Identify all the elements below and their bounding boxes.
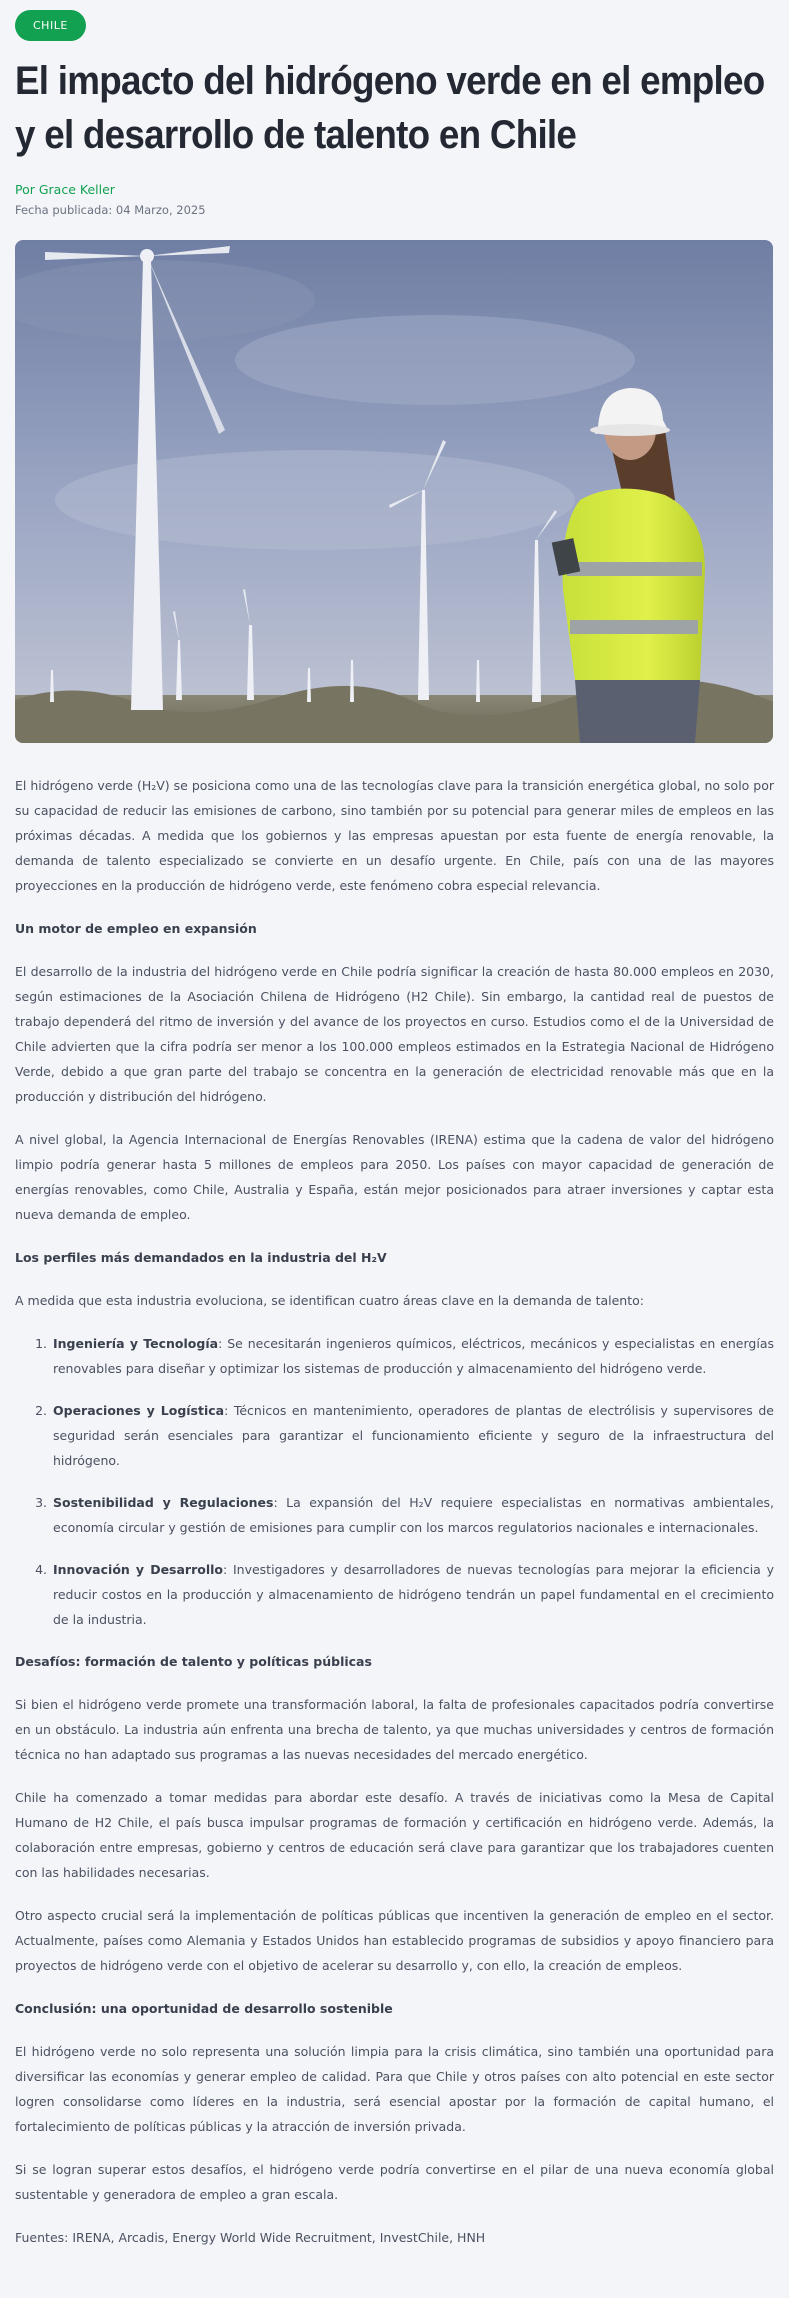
list-item-label: Ingeniería y Tecnología [53, 1336, 219, 1351]
paragraph: Otro aspecto crucial será la implementación de políticas públicas que incentiven la generación de empleo en el sector. Actualmente, países como Alemania y Estados Unidos han establecido programas de subsidios y apoyo financiero para proyectos de hidrógeno verde con el objetivo de acelerar su desarrollo y, con ello, la creación de empleos. [15, 1908, 774, 1973]
list-item-text: : Técnicos en mantenimiento, operadores de plantas de electrólisis y supervisores de seguridad serán esenciales para garantizar el funcionamiento eficiente y seguro de la infraestructura del hidrógeno. [53, 1403, 774, 1468]
list-item-label: Sostenibilidad y Regulaciones [53, 1495, 274, 1510]
list-item-label: Innovación y Desarrollo [53, 1562, 224, 1577]
list-item [51, 1490, 774, 1540]
list-item [51, 1557, 774, 1632]
paragraph: Si se logran superar estos desafíos, el hidrógeno verde podría convertirse en el pilar de una nueva economía global sustentable y generadora de empleo a gran escala. [15, 2162, 774, 2202]
category-tag[interactable]: CHILE [15, 10, 86, 41]
list-item-text: : La expansión del H₂V requiere especialistas en normativas ambientales, economía circular y gestión de emisiones para cumplir con los marcos regulatorios nacionales e internacionales. [53, 1495, 775, 1535]
talent-areas-list [51, 1331, 774, 1632]
paragraph: A nivel global, la Agencia Internacional de Energías Renovables (IRENA) estima que la cadena de valor del hidrógeno limpio podría generar hasta 5 millones de empleos para 2050. Los países con mayor capacidad de generación de energías renovables, como Chile, Australia y España, están mejor posicionados para atraer inversiones y captar esta nueva demanda de empleo. [15, 1132, 774, 1222]
list-item-label: Operaciones y Logística [53, 1403, 225, 1418]
paragraph: El hidrógeno verde (H₂V) se posiciona como una de las tecnologías clave para la transición energética global, no solo por su capacidad de reducir las emisiones de carbono, sino también por su potencial para generar miles de empleos en las próximas décadas. A medida que los gobiernos y las empresas apuestan por esta fuente de energía renovable, la demanda de talento especializado se convierte en un desafío urgente. En Chile, país con una de las mayores proyecciones en la producción de hidrógeno verde, este fenómeno cobra especial relevancia. [15, 778, 775, 893]
wind-turbines-engineer-illustration [15, 240, 773, 743]
article-title: El impacto del hidrógeno verde en el empleo y el desarrollo de talento en Chile [15, 59, 765, 157]
section-heading: Conclusión: una oportunidad de desarrollo sostenible [15, 2001, 393, 2016]
article-body [15, 773, 774, 2250]
author-link[interactable]: Por Grace Keller [15, 182, 115, 197]
section-heading: Un motor de empleo en expansión [15, 921, 257, 936]
section-heading: Los perfiles más demandados en la industria del H₂V [15, 1250, 387, 1265]
section-heading: Desafíos: formación de talento y políticas públicas [15, 1654, 372, 1669]
paragraph: Chile ha comenzado a tomar medidas para abordar este desafío. A través de iniciativas como la Mesa de Capital Humano de H2 Chile, el país busca impulsar programas de formación y certificación en hidrógeno verde. Además, la colaboración entre empresas, gobierno y centros de educación será clave para garantizar que los trabajadores cuenten con las habilidades necesarias. [15, 1790, 774, 1880]
publish-date: Fecha publicada: 04 Marzo, 2025 [15, 203, 206, 217]
list-item [51, 1398, 774, 1473]
list-item-text: : Se necesitarán ingenieros químicos, eléctricos, mecánicos y especialistas en energías renovables para diseñar y optimizar los sistemas de producción y almacenamiento del hidrógeno verde. [53, 1336, 774, 1376]
list-item-text: : Investigadores y desarrolladores de nuevas tecnologías para mejorar la eficiencia y reducir costos en la producción y almacenamiento de hidrógeno tendrán un papel fundamental en el crecimiento de la industria. [53, 1562, 774, 1627]
paragraph: Si bien el hidrógeno verde promete una transformación laboral, la falta de profesionales capacitados podría convertirse en un obstáculo. La industria aún enfrenta una brecha de talento, ya que muchas universidades y centros de formación técnica no han adaptado sus programas a las nuevas necesidades del mercado energético. [15, 1697, 774, 1762]
paragraph: El hidrógeno verde no solo representa una solución limpia para la crisis climática, sino también una oportunidad para diversificar las economías y generar empleo de calidad. Para que Chile y otros países con alto potencial en este sector logren consolidarse como líderes en la industria, será esencial apostar por la formación de capital humano, el fortalecimiento de políticas públicas y la atracción de inversión privada. [15, 2044, 774, 2134]
hero-image [15, 240, 773, 743]
list-item [51, 1331, 774, 1381]
paragraph: El desarrollo de la industria del hidrógeno verde en Chile podría significar la creación de hasta 80.000 empleos en 2030, según estimaciones de la Asociación Chilena de Hidrógeno (H2 Chile). Sin embargo, la cantidad real de puestos de trabajo dependerá del ritmo de inversión y del avance de los proyectos en curso. Estudios como el de la Universidad de Chile advierten que la cifra podría ser menor a los 100.000 empleos estimados en la Estrategia Nacional de Hidrógeno Verde, debido a que gran parte del trabajo se concentra en la generación de electricidad renovable más que en la producción y distribución del hidrógeno. [15, 964, 774, 1104]
sources: Fuentes: IRENA, Arcadis, Energy World Wide Recruitment, InvestChile, HNH [15, 2230, 486, 2245]
paragraph: A medida que esta industria evoluciona, se identifican cuatro áreas clave en la demanda de talento: [15, 1293, 644, 1308]
